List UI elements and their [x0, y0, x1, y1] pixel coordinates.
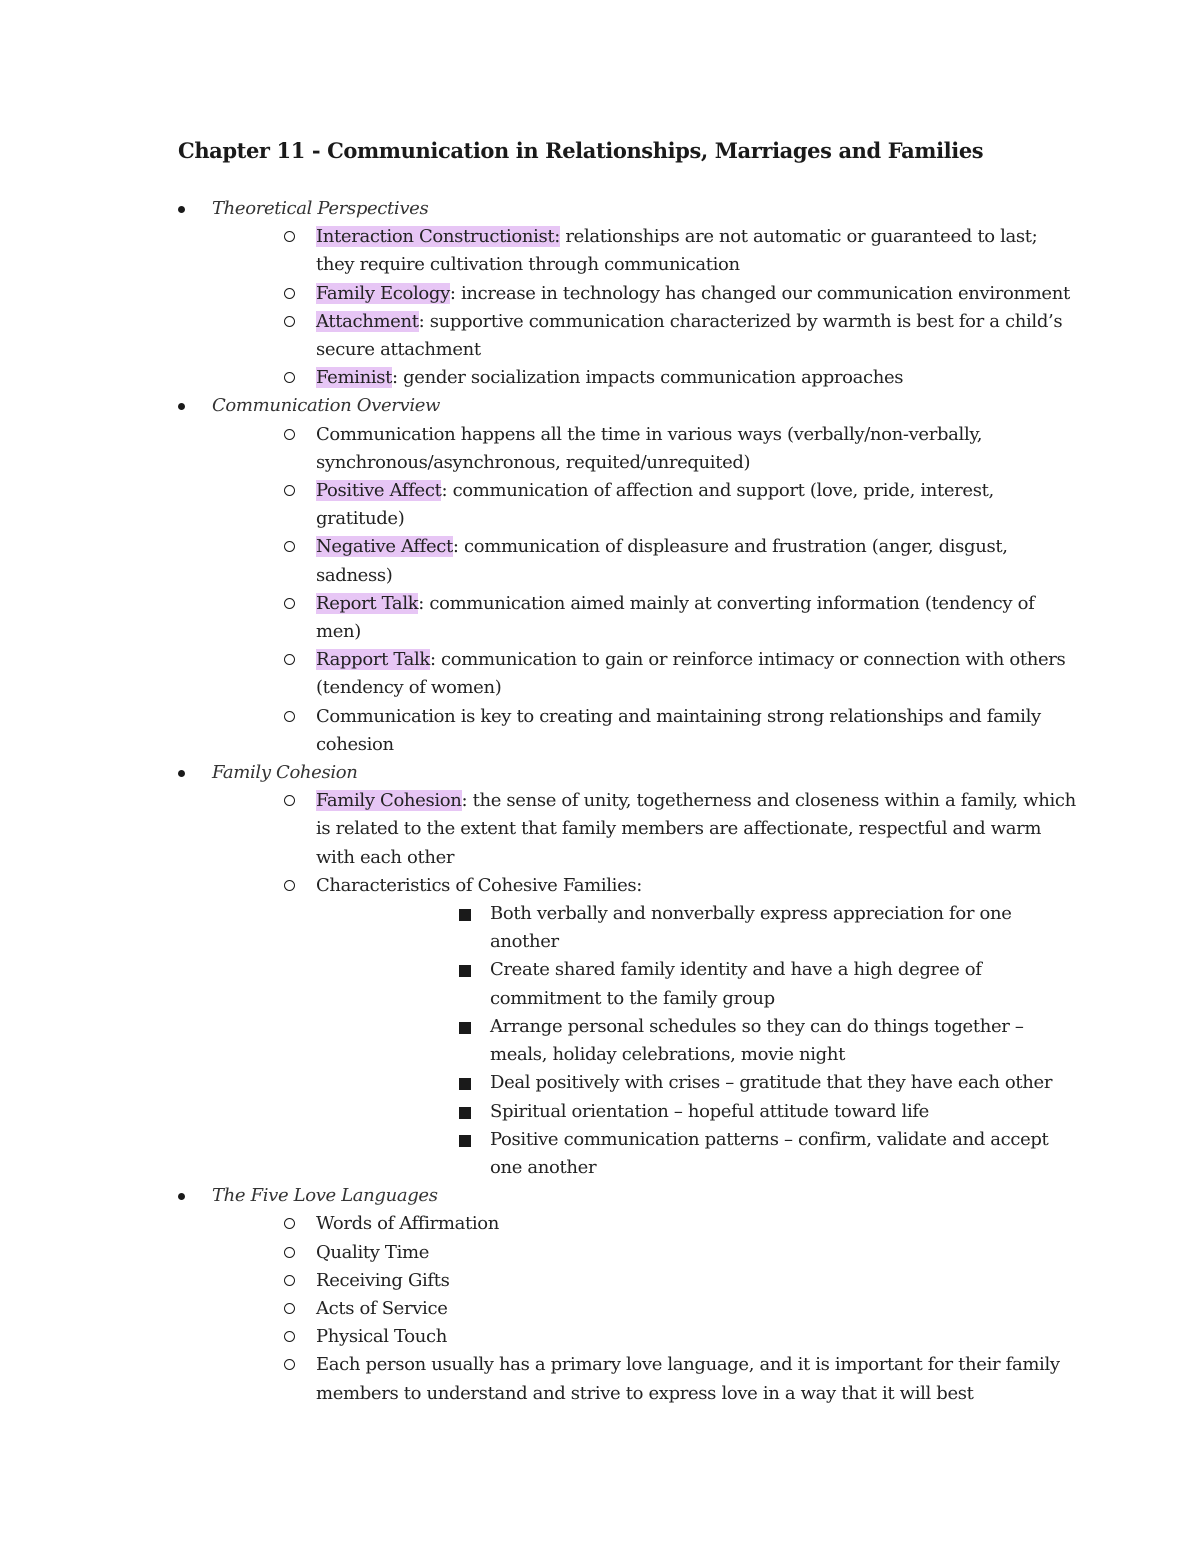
- list-item: [212, 1210, 1078, 1238]
- item-text: : communication of affection and support (love, pride, interest, gratitude): [316, 480, 994, 530]
- highlighted-term: Family Cohesion: [316, 790, 462, 812]
- highlighted-term: Negative Affect: [316, 536, 453, 558]
- section-items: [212, 1210, 1078, 1407]
- item-text: : communication aimed mainly at converting information (tendency of men): [316, 592, 1035, 643]
- section-heading: The Five Love Languages: [212, 1185, 438, 1207]
- highlighted-term: Report Talk: [316, 592, 419, 614]
- bullet-circle-icon: [284, 231, 295, 242]
- list-item: [212, 1239, 1078, 1267]
- bullet-disc-icon: [178, 1193, 185, 1200]
- item-text: Characteristics of Cohesive Families:: [316, 874, 642, 896]
- sub-item-text: Arrange personal schedules so they can do things together – meals, holiday celebrations, movie night: [490, 1015, 1024, 1066]
- bullet-circle-icon: [284, 541, 295, 552]
- bullet-square-icon: [459, 1107, 471, 1119]
- sub-items: [316, 900, 1078, 1182]
- bullet-circle-icon: [284, 795, 295, 806]
- item-text: relationships are not automatic or guaranteed to last; they require cultivation through communication: [316, 226, 1038, 276]
- section: [178, 1182, 1078, 1408]
- bullet-circle-icon: [284, 1275, 295, 1286]
- section: [178, 759, 1078, 1182]
- list-item: [212, 533, 1078, 589]
- list-item: [212, 646, 1078, 702]
- sub-list-item: [316, 1013, 1078, 1069]
- sub-list-item: [316, 1069, 1078, 1097]
- list-item: [212, 364, 1078, 392]
- item-text: : the sense of unity, togetherness and closeness within a family, which is related to the extent that family members are affectionate, respectful and warm with each other: [316, 790, 1076, 868]
- bullet-disc-icon: [178, 770, 185, 777]
- sub-list-item: [316, 900, 1078, 956]
- bullet-circle-icon: [284, 711, 295, 722]
- section-items: [212, 421, 1078, 759]
- list-item: [212, 787, 1078, 872]
- section: [178, 392, 1078, 759]
- bullet-circle-icon: [284, 598, 295, 609]
- list-item: [212, 872, 1078, 1182]
- list-item: [212, 477, 1078, 533]
- highlighted-term: Rapport Talk: [316, 649, 430, 671]
- bullet-circle-icon: [284, 1218, 295, 1229]
- item-text: Each person usually has a primary love language, and it is important for their family members to understand and strive to express love in a way that it will best: [316, 1354, 1060, 1404]
- sub-list-item: [316, 1098, 1078, 1126]
- list-item: [212, 703, 1078, 759]
- bullet-circle-icon: [284, 1331, 295, 1342]
- bullet-square-icon: [459, 1135, 471, 1147]
- notes-outline: [178, 195, 1078, 1408]
- section-items: [212, 223, 1078, 392]
- bullet-circle-icon: [284, 654, 295, 665]
- list-item: [212, 1295, 1078, 1323]
- item-text: Receiving Gifts: [316, 1269, 450, 1291]
- item-text: : supportive communication characterized by warmth is best for a child’s secure attachment: [316, 310, 1063, 361]
- item-text: : gender socialization impacts communication approaches: [392, 367, 904, 389]
- list-item: [212, 308, 1078, 364]
- bullet-square-icon: [459, 909, 471, 921]
- list-item: [212, 590, 1078, 646]
- list-item: [212, 1267, 1078, 1295]
- sub-item-text: Positive communication patterns – confirm, validate and accept one another: [490, 1128, 1049, 1178]
- list-item: [212, 421, 1078, 477]
- bullet-square-icon: [459, 965, 471, 977]
- page-title: Chapter 11 - Communication in Relationships, Marriages and Families: [178, 138, 984, 163]
- item-text: Acts of Service: [316, 1297, 448, 1319]
- bullet-square-icon: [459, 1022, 471, 1034]
- list-item: [212, 223, 1078, 279]
- sub-item-text: Create shared family identity and have a high degree of commitment to the family group: [490, 959, 982, 1009]
- item-text: : communication to gain or reinforce intimacy or connection with others (tendency of women): [316, 649, 1066, 699]
- bullet-circle-icon: [284, 316, 295, 327]
- sub-list-item: [316, 956, 1078, 1012]
- highlighted-term: Family Ecology: [316, 282, 450, 304]
- highlighted-term: Attachment: [316, 310, 419, 332]
- sub-item-text: Both verbally and nonverbally express appreciation for one another: [490, 903, 1012, 953]
- section: [178, 195, 1078, 392]
- highlighted-term: Positive Affect: [316, 480, 442, 502]
- sub-item-text: Deal positively with crises – gratitude that they have each other: [490, 1072, 1053, 1094]
- list-item: [212, 1351, 1078, 1407]
- item-text: Physical Touch: [316, 1326, 447, 1348]
- bullet-circle-icon: [284, 429, 295, 440]
- bullet-circle-icon: [284, 288, 295, 299]
- item-text: Quality Time: [316, 1241, 430, 1263]
- bullet-disc-icon: [178, 206, 185, 213]
- list-item: [212, 280, 1078, 308]
- section-heading: Family Cohesion: [212, 762, 358, 784]
- section-heading: Communication Overview: [212, 395, 441, 417]
- bullet-circle-icon: [284, 485, 295, 496]
- bullet-square-icon: [459, 1078, 471, 1090]
- item-text: Communication is key to creating and maintaining strong relationships and family cohesion: [316, 705, 1041, 755]
- highlighted-term: Feminist: [316, 367, 393, 389]
- bullet-circle-icon: [284, 1359, 295, 1370]
- section-items: [212, 787, 1078, 1182]
- section-heading: Theoretical Perspectives: [212, 198, 429, 219]
- bullet-circle-icon: [284, 1303, 295, 1314]
- sub-list-item: [316, 1126, 1078, 1182]
- bullet-circle-icon: [284, 372, 295, 383]
- item-text: Communication happens all the time in various ways (verbally/non-verbally, synchronous/asynchronous, requited/unrequited): [316, 423, 983, 473]
- bullet-circle-icon: [284, 880, 295, 891]
- list-item: [212, 1323, 1078, 1351]
- item-text: Words of Affirmation: [316, 1213, 500, 1235]
- highlighted-term: Interaction Constructionist:: [316, 226, 561, 248]
- bullet-disc-icon: [178, 403, 185, 410]
- bullet-circle-icon: [284, 1247, 295, 1258]
- sub-item-text: Spiritual orientation – hopeful attitude toward life: [490, 1100, 929, 1122]
- item-text: : increase in technology has changed our communication environment: [449, 282, 1070, 304]
- item-text: : communication of displeasure and frustration (anger, disgust, sadness): [316, 536, 1008, 586]
